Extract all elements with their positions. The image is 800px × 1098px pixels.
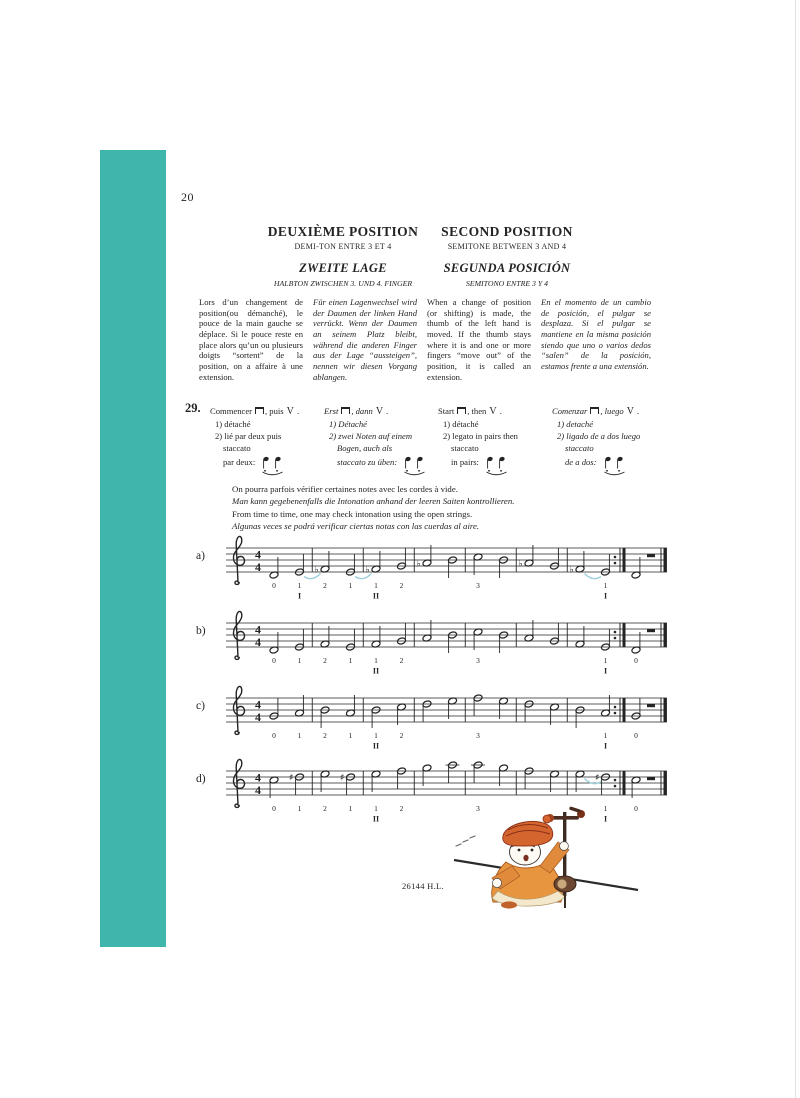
check-note-line: Algunas veces se podrá verificar ciertas notas con las cuerdas al aire. [232, 521, 480, 532]
exercise-column [199, 405, 303, 477]
header-right [398, 224, 616, 288]
finger-number: 0 [272, 731, 276, 740]
flat-icon: ♭ [416, 558, 421, 570]
flat-icon: ♭ [518, 558, 523, 570]
sharp-icon: ♯ [288, 772, 294, 784]
exercise-step-text: staccato [565, 442, 594, 453]
repeat-dot [614, 562, 617, 565]
intro-paragraph-de: Für einen Lagenwechsel wird der Daumen der linken Hand verrückt. Wenn der Daumen an seinem Platz bleibt, während die anderen Finger aus der Lage “aussteigen”, nennen wir diesen Vorgang ablangen. [313, 297, 417, 382]
whole-rest [647, 629, 655, 632]
intro-paragraph-es: En el momento de un cambio de posición, el pulgar se desplaza. Si el pulgar se mantiene en la misma posición siendo que uno o varios dedos “salen” de la posición, estamos frente a una extensión. [541, 297, 651, 371]
exercise-step-text: in pairs: [451, 457, 479, 468]
final-barline-thick [664, 698, 667, 722]
finger-number: 1 [374, 731, 378, 740]
final-barline-thick [664, 623, 667, 647]
bowing-mid-word: , luego [600, 406, 624, 416]
finger-number: 2 [399, 804, 404, 813]
finger-number: 1 [297, 804, 302, 813]
exercise-step [552, 419, 645, 431]
repeat-dot [614, 637, 617, 640]
staccato-pair-figure [402, 454, 428, 477]
time-signature-bottom: 4 [255, 559, 261, 574]
exercise-column [541, 405, 645, 477]
erhu-player-illustration [448, 806, 644, 921]
finger-number: 2 [323, 581, 327, 590]
exercise-step [438, 419, 531, 431]
title-es: SEGUNDA POSICIÓN [443, 261, 571, 275]
bowing-instruction [552, 405, 645, 419]
finger-number: 1 [348, 581, 353, 590]
staccato-pair-figure [484, 454, 510, 477]
exercise-step-text: 1) détaché [215, 418, 251, 429]
system-label: c) [196, 700, 205, 712]
exercise-step [552, 443, 645, 455]
position-marker: II [372, 591, 380, 601]
finger-number: 1 [297, 656, 302, 665]
finger-number: 0 [272, 581, 276, 590]
position-marker: II [372, 814, 380, 824]
treble-clef-icon [233, 536, 244, 584]
plate-number: 26144 H.L. [402, 881, 444, 891]
time-signature-top: 4 [255, 622, 261, 637]
bowing-start-word: Erst [324, 406, 339, 416]
repeat-dot [614, 785, 617, 788]
hand-right-icon [560, 842, 569, 851]
finger-number: 1 [348, 656, 353, 665]
finger-number: 3 [476, 656, 480, 665]
repeat-barline-thick [623, 771, 626, 795]
treble-clef-icon [233, 759, 244, 807]
exercise-step-text: staccato zu üben: [337, 457, 398, 468]
repeat-dot [614, 631, 617, 634]
position-marker: II [372, 666, 380, 676]
check-note-line: Man kann gegebenenfalls die Intonation anhand der leeren Saiten kontrollieren. [232, 496, 515, 507]
final-barline-thick [664, 548, 667, 572]
bowing-instruction [438, 405, 531, 419]
exercise-step-text: 1) détaché [443, 418, 479, 429]
repeat-barline-thick [623, 623, 626, 647]
check-notes [232, 483, 514, 533]
finger-number: 2 [323, 731, 327, 740]
repeat-dot [614, 779, 617, 782]
bowing-start-word: Start [438, 406, 455, 416]
whole-rest [647, 777, 655, 780]
intro-row [199, 297, 651, 382]
finger-number: 1 [374, 804, 378, 813]
exercise-step-text: de a dos: [565, 457, 597, 468]
exercise-step-text: 1) Détaché [329, 418, 367, 429]
bowing-mid-word: , dann [351, 406, 373, 416]
down-bow-icon [255, 407, 264, 414]
finger-number: 0 [272, 656, 276, 665]
exercise-step-text: 2) ligado de a dos luego [557, 430, 641, 441]
bowing-start-word: Commencer [210, 406, 252, 416]
up-bow-icon: V [626, 406, 634, 417]
sharp-icon: ♯ [594, 772, 600, 784]
title-fr: DEUXIÈME POSITION [267, 224, 419, 239]
position-marker: I [603, 666, 608, 676]
bowing-mid-word: , then [467, 406, 487, 416]
exercise-step [324, 419, 417, 431]
time-signature-bottom: 4 [255, 709, 261, 724]
staccato-pair-figure [602, 454, 628, 477]
finger-number: 2 [399, 731, 404, 740]
position-marker: I [603, 814, 608, 824]
system-label: d) [196, 773, 206, 785]
exercise-step [210, 431, 303, 443]
shoe-icon [501, 901, 517, 908]
bowing-mid-word: , puis [265, 406, 284, 416]
finger-number: 3 [476, 581, 480, 590]
repeat-barline-thick [623, 548, 626, 572]
bowing-instruction [210, 405, 303, 419]
exercise-number: 29. [185, 401, 201, 415]
title-en: SECOND POSITION [441, 224, 573, 239]
page-number: 20 [181, 190, 194, 204]
final-barline-thick [664, 771, 667, 795]
intro-paragraph-fr: Lors d’un changement de position(ou démanché), le pouce de la main gauche se déplace. Si le pouce reste en place alors qu’un ou plusieurs doigts “sortent” de la position, on a affaire à une extension. [199, 297, 303, 382]
finger-number: 1 [374, 656, 378, 665]
finger-number: 2 [323, 804, 327, 813]
music-block [196, 532, 671, 842]
finger-number: 1 [374, 581, 378, 590]
exercise-step [324, 431, 417, 443]
up-bow-icon: V [489, 406, 497, 417]
exercise-step-text: Bogen, auch als [337, 442, 393, 453]
finger-number: 3 [476, 804, 480, 813]
finger-number: 1 [297, 731, 302, 740]
finger-number: 3 [476, 731, 480, 740]
position-marker: I [603, 591, 608, 601]
finger-number: 1 [603, 804, 608, 813]
system-label: a) [196, 550, 205, 562]
finger-number: 2 [323, 656, 327, 665]
time-signature-bottom: 4 [255, 634, 261, 649]
shift-tie [585, 574, 602, 579]
subtitle-en: SEMITONE BETWEEN 3 AND 4 [447, 242, 567, 251]
sound-marks-icon [456, 836, 475, 846]
exercise-step [438, 454, 531, 477]
exercise-step-text: 1) detaché [557, 418, 594, 429]
up-bow-icon: V [286, 406, 294, 417]
bowing-end: . [634, 406, 640, 416]
music-system [196, 682, 671, 760]
exercise-column [313, 405, 417, 477]
time-signature-top: 4 [255, 770, 261, 785]
bowing-instruction [324, 405, 417, 419]
flat-icon: ♭ [314, 564, 319, 576]
bowing-end: . [294, 406, 300, 416]
flat-icon: ♭ [569, 564, 574, 576]
finger-number: 2 [399, 581, 404, 590]
hand-left-icon [492, 878, 501, 887]
finger-number: 1 [603, 656, 608, 665]
whole-rest [647, 554, 655, 557]
staccato-pair-figure [260, 454, 286, 477]
sharp-icon: ♯ [339, 772, 345, 784]
bowing-end: . [384, 406, 389, 416]
exercise-step [210, 454, 303, 477]
title-de: ZWEITE LAGE [299, 261, 387, 275]
time-signature-top: 4 [255, 547, 261, 562]
exercise-step-text: 2) zwei Noten auf einem [329, 430, 413, 441]
bowing-end: . [497, 406, 502, 416]
system-label: b) [196, 625, 206, 637]
finger-number: 0 [272, 804, 276, 813]
exercise-step-text: 2) legato in pairs then [443, 430, 518, 441]
accent-stripe [100, 150, 166, 947]
exercise-column [427, 405, 531, 477]
exercise-step-text: par deux: [223, 457, 256, 468]
check-note-line: On pourra parfois vérifier certaines notes avec les cordes à vide. [232, 484, 458, 494]
finger-number: 0 [634, 731, 638, 740]
music-system [196, 607, 671, 685]
page-edge [795, 0, 796, 1098]
down-bow-icon [457, 407, 466, 414]
exercise-step [552, 454, 645, 477]
repeat-dot [614, 712, 617, 715]
repeat-dot [614, 706, 617, 709]
music-system [196, 532, 671, 610]
up-bow-icon: V [375, 406, 384, 417]
position-marker: I [603, 741, 608, 751]
repeat-dot [614, 556, 617, 559]
time-signature-bottom: 4 [255, 782, 261, 797]
exercise-step-text: staccato [223, 442, 251, 453]
staff [212, 682, 671, 760]
whole-rest [647, 704, 655, 707]
exercise-step [438, 431, 531, 443]
bowing-start-word: Comenzar [552, 406, 588, 416]
exercise-step-text: 2) lié par deux puis [215, 430, 282, 441]
finger-number: 0 [634, 804, 638, 813]
down-bow-icon [590, 407, 599, 414]
repeat-barline-thick [623, 698, 626, 722]
finger-number: 1 [297, 581, 302, 590]
check-note-line: From time to time, one may check intonation using the open strings. [232, 508, 473, 519]
treble-clef-icon [233, 686, 244, 734]
down-bow-icon [341, 407, 350, 414]
staff [212, 607, 671, 685]
time-signature-top: 4 [255, 697, 261, 712]
exercise-step [210, 443, 303, 455]
finger-number: 1 [348, 731, 353, 740]
position-marker: II [372, 741, 380, 751]
position-marker: I [297, 591, 302, 601]
treble-clef-icon [233, 611, 244, 659]
finger-number: 0 [634, 656, 638, 665]
finger-number: 2 [399, 656, 404, 665]
subtitle-es: SEMITONO ENTRE 3 Y 4 [465, 279, 549, 288]
subtitle-fr: DEMI-TON ENTRE 3 ET 4 [294, 242, 392, 251]
finger-number: 1 [603, 731, 608, 740]
exercise-step-text: staccato [451, 442, 479, 453]
exercise-step [324, 454, 417, 477]
exercise-step [210, 419, 303, 431]
intro-paragraph-en: When a change of position (or shifting) is made, the thumb of the left hand is moved. If the thumb stays where it is and one or more fingers “move out” of the position, it is called an extension. [427, 297, 531, 382]
exercise-step [438, 443, 531, 455]
finger-number: 1 [348, 804, 353, 813]
exercise-step [552, 431, 645, 443]
staff [212, 532, 671, 610]
exercise-columns [199, 405, 651, 477]
subtitle-de: HALBTON ZWISCHEN 3. UND 4. FINGER [273, 279, 413, 288]
finger-number: 1 [603, 581, 608, 590]
exercise-step [324, 443, 417, 455]
flat-icon: ♭ [365, 564, 370, 576]
turban-icon [503, 815, 553, 846]
